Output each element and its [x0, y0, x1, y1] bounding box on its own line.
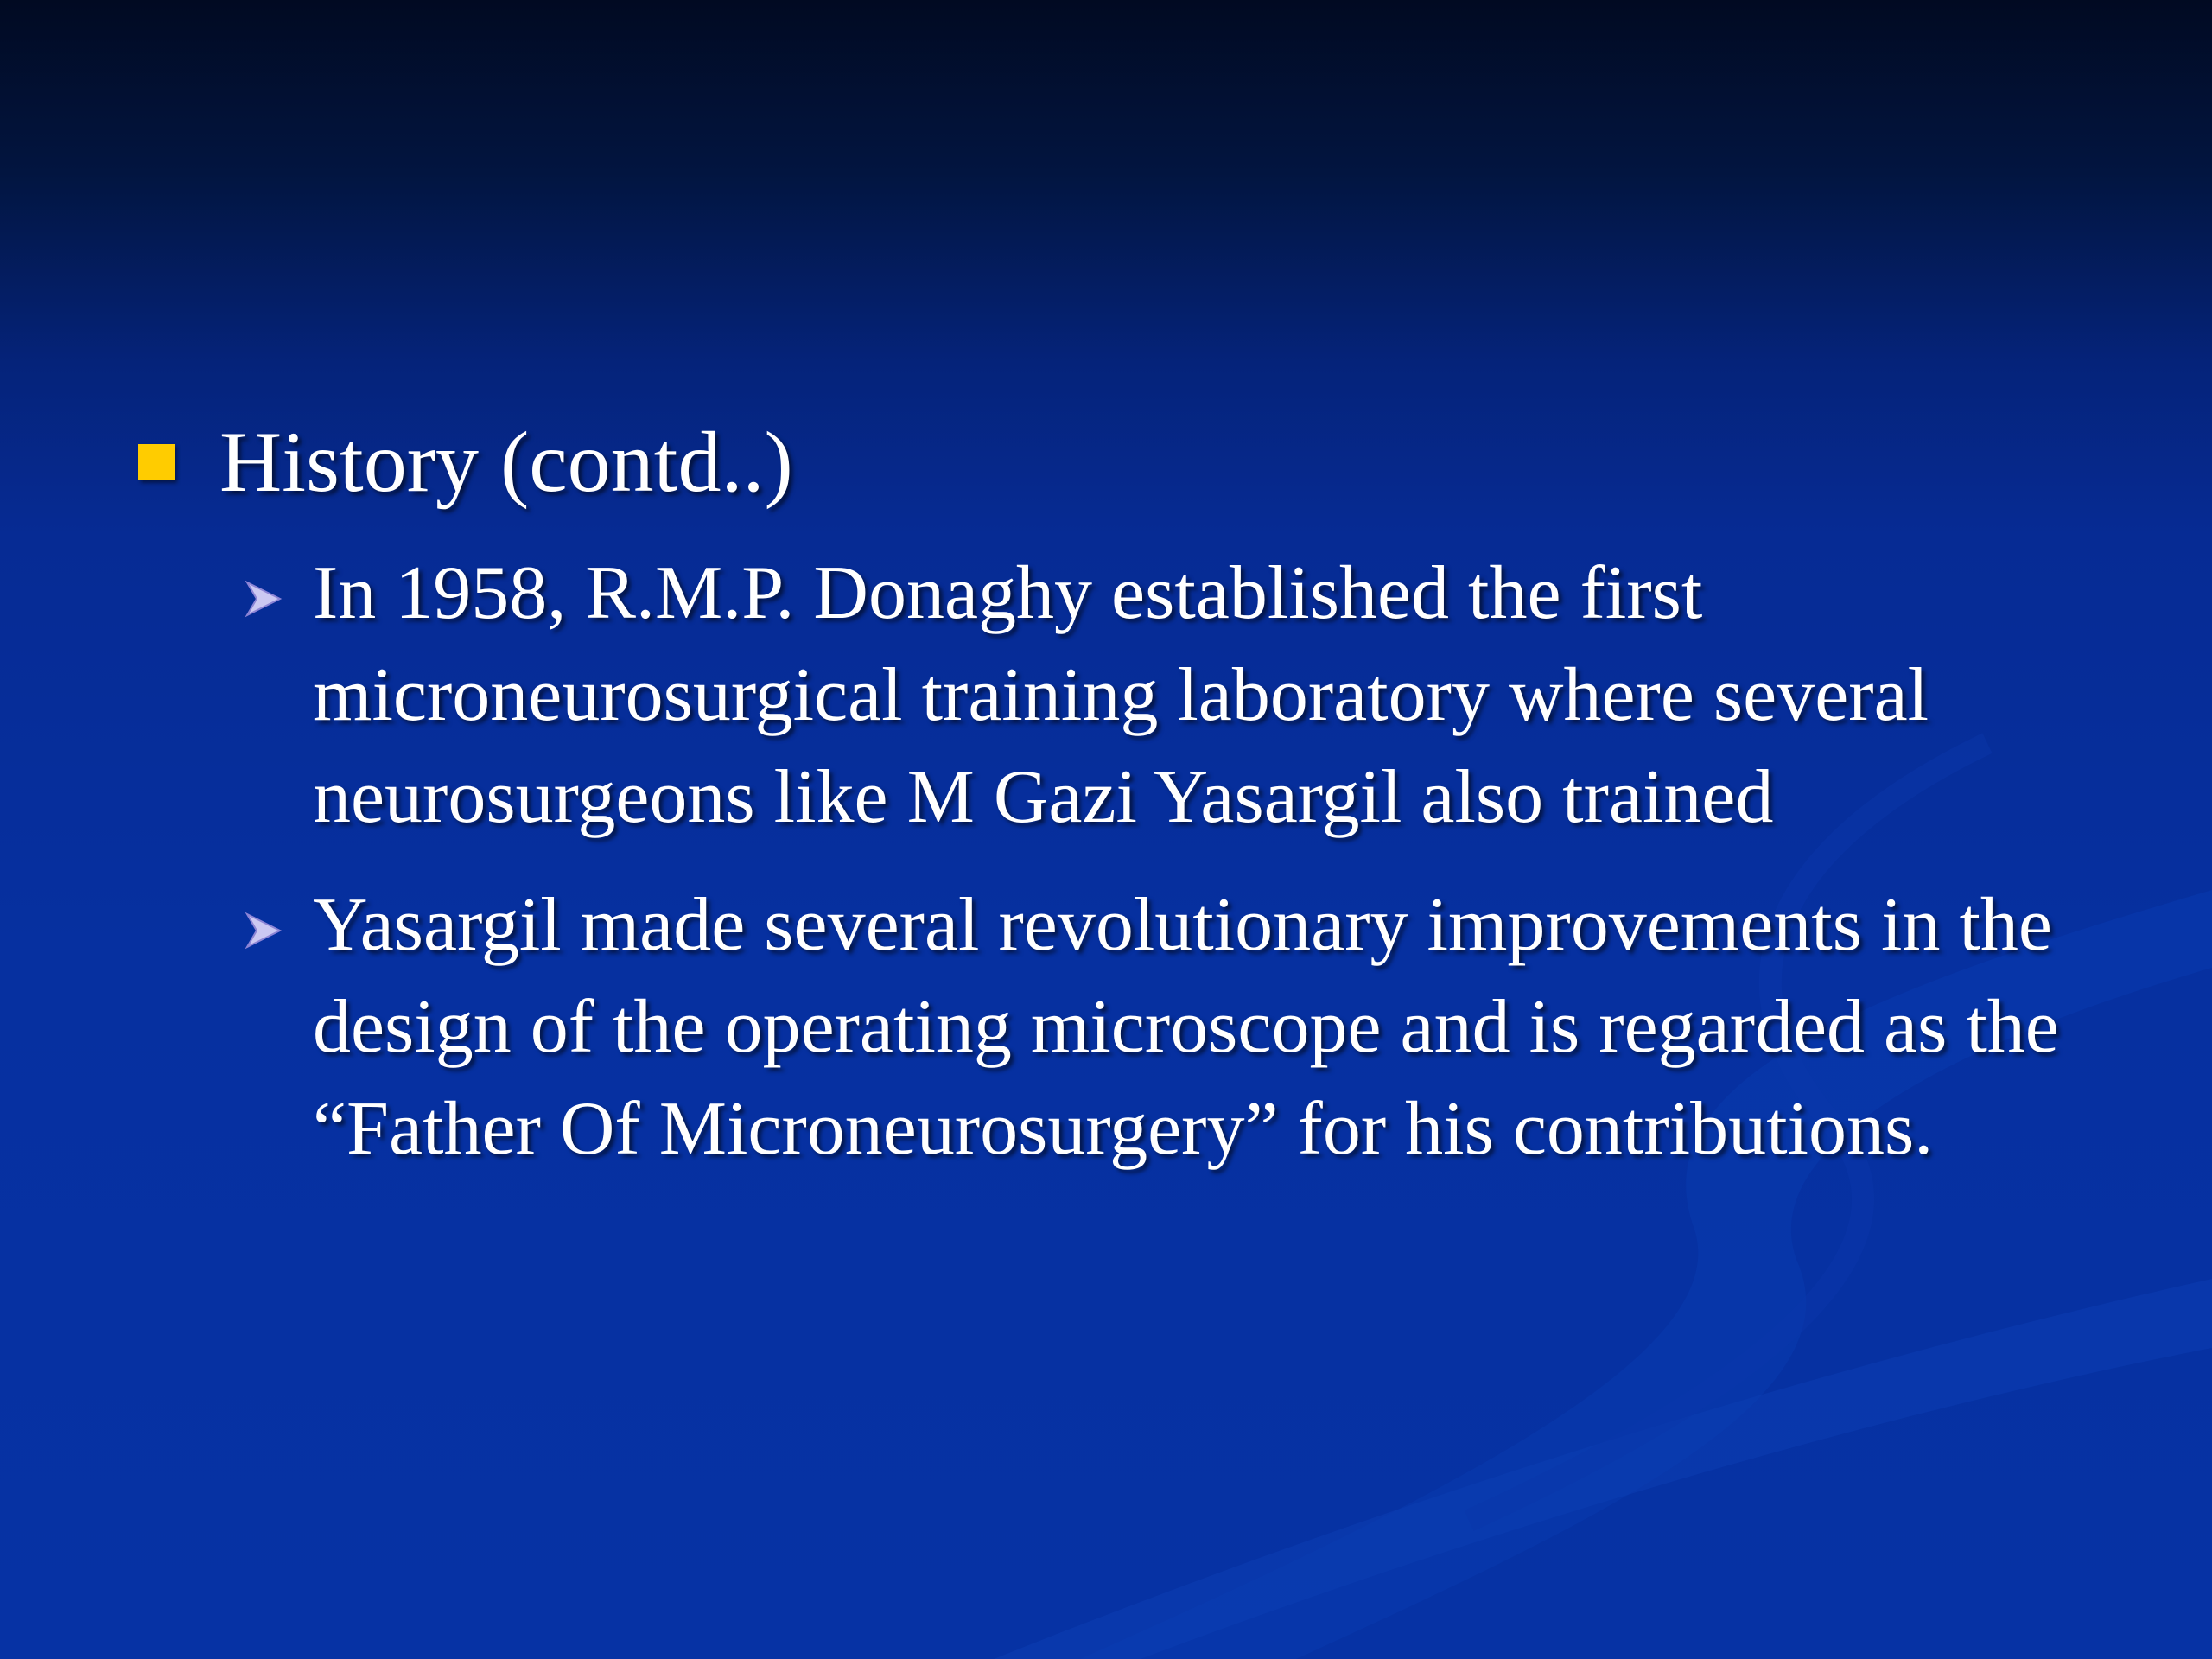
arrowhead-bullet-icon [244, 579, 283, 619]
square-bullet-icon [138, 444, 175, 480]
point-text: Yasargil made several revolutionary improvements in the design of the operating microscope and is regarded as the “Father Of Microneurosurgery” for his contributions. [313, 883, 2059, 1171]
point-text: In 1958, R.M.P. Donaghy established the first microneurosurgical training laboratory where several neurosurgeons like M Gazi Yasargil also trained [313, 551, 1929, 839]
slide-heading: History (contd..) [219, 414, 793, 510]
list-item [244, 543, 2127, 849]
heading-bullet-row [138, 406, 793, 518]
list-item [244, 874, 2127, 1180]
arrowhead-bullet-icon [244, 911, 283, 950]
